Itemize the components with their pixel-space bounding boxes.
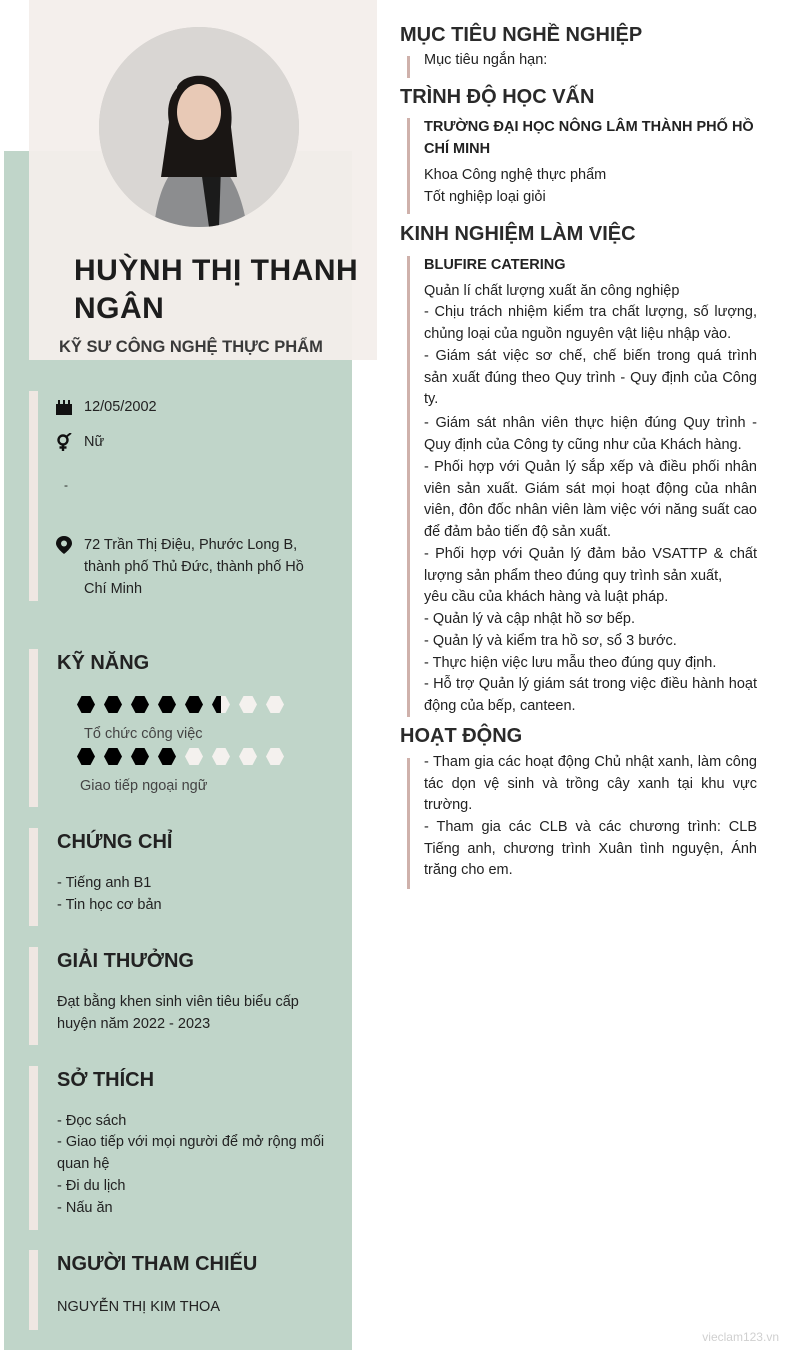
education-title: TRÌNH ĐỘ HỌC VẤN (400, 86, 595, 108)
experience-accent-line (407, 256, 410, 717)
objective-title: MỤC TIÊU NGHỀ NGHIỆP (400, 24, 643, 46)
address-value: 72 Trần Thị Điệu, Phước Long B, thành phố Thủ Đức, thành phố Hồ Chí Minh (84, 537, 304, 597)
school-name: TRƯỜNG ĐẠI HỌC NÔNG LÂM THÀNH PHỐ HỒ CHÍ MINH (424, 119, 754, 157)
activities-accent-line (407, 758, 410, 889)
certificates-accent-bar (29, 828, 38, 926)
duty-item: - Phối hợp với Quản lý đảm bảo VSATTP & chất lượng sản phẩm theo đúng quy trình sản xuất, (424, 546, 757, 584)
contact-accent-bar (29, 391, 38, 601)
gender-value: Nữ (84, 434, 105, 450)
duty-item: - Giám sát việc sơ chế, chế biến trong quá trình sản xuất đúng theo Quy trình - Quy định của Công ty. (424, 348, 757, 408)
phone-value: - (64, 478, 68, 492)
duty-item: - Thực hiện việc lưu mẫu theo đúng quy định. (424, 655, 717, 671)
duty-item: - Hỗ trợ Quản lý giám sát trong việc điều hành hoạt động của bếp, canteen. (424, 676, 757, 714)
graduation-grade: Tốt nghiệp loại giỏi (424, 189, 546, 205)
duty-item: yêu cầu của khách hàng và luật pháp. (424, 589, 669, 605)
objective-accent-line (407, 56, 410, 78)
position: Quản lí chất lượng xuất ăn công nghiệp (424, 283, 680, 299)
certificate-item: - Tiếng anh B1 (57, 875, 152, 891)
activities-title: HOẠT ĐỘNG (400, 725, 523, 747)
awards-title: GIẢI THƯỞNG (57, 950, 194, 972)
job-title: KỸ SƯ CÔNG NGHỆ THỰC PHẨM (59, 338, 323, 356)
certificate-item: - Tin học cơ bản (57, 897, 162, 913)
duty-item: - Quản lý và cập nhật hồ sơ bếp. (424, 611, 636, 627)
skill-label-1: Tổ chức công việc (84, 726, 203, 742)
certificates-title: CHỨNG CHỈ (57, 831, 173, 853)
duty-item: - Chịu trách nhiệm kiểm tra chất lượng, số lượng, chủng loại của nguồn nguyên vật liệu nhập vào. (424, 304, 757, 342)
location-pin-icon (55, 536, 73, 554)
hobby-item: - Nấu ăn (57, 1200, 113, 1216)
activity-item: - Tham gia các CLB và các chương trình: CLB Tiếng anh, chương trình Xuân tình nguyện, Ánh trăng cho em. (424, 819, 757, 879)
skills-title: KỸ NĂNG (57, 652, 150, 674)
experience-title: KINH NGHIỆM LÀM VIỆC (400, 223, 636, 245)
hobbies-title: SỞ THÍCH (57, 1069, 155, 1091)
hobby-item: - Đi du lịch (57, 1178, 126, 1194)
birthday-value: 12/05/2002 (84, 399, 157, 415)
skill-label-2: Giao tiếp ngoại ngữ (80, 778, 208, 794)
skills-accent-bar (29, 649, 38, 807)
duty-item: - Phối hợp với Quản lý sắp xếp và điều phối nhân viên sản xuất. Giám sát mọi hoạt động của nhân viên, đôn đốc nhân viên làm việc với năng suất cao để đảm bảo tiến độ sản xuất. (424, 459, 757, 541)
duty-item: - Quản lý và kiểm tra hồ sơ, sổ 3 bước. (424, 633, 677, 649)
watermark: vieclam123.vn (702, 1330, 779, 1344)
awards-text: Đạt bằng khen sinh viên tiêu biểu cấp huyện năm 2022 - 2023 (57, 994, 299, 1032)
references-title: NGƯỜI THAM CHIẾU (57, 1253, 258, 1275)
education-accent-line (407, 118, 410, 214)
hobby-item: - Đọc sách (57, 1113, 127, 1129)
hobbies-accent-bar (29, 1066, 38, 1230)
awards-accent-bar (29, 947, 38, 1045)
activity-item: - Tham gia các hoạt động Chủ nhật xanh, làm công tác dọn vệ sinh và trồng cây xanh tại khu vực trường. (424, 754, 757, 814)
references-accent-bar (29, 1250, 38, 1330)
reference-name: NGUYỄN THỊ KIM THOA (57, 1299, 221, 1315)
avatar (99, 27, 299, 227)
birthday-cake-icon (55, 398, 73, 416)
objective-text: Mục tiêu ngắn hạn: (424, 52, 548, 68)
company-name: BLUFIRE CATERING (424, 257, 566, 273)
duty-item: - Giám sát nhân viên thực hiện đúng Quy trình - Quy định của Công ty cũng như của Khách hàng. (424, 415, 757, 453)
gender-icon (55, 433, 73, 451)
candidate-name: HUỲNH THỊ THANH NGÂN (74, 254, 359, 325)
faculty: Khoa Công nghệ thực phẩm (424, 167, 607, 183)
hobby-item: - Giao tiếp với mọi người để mở rộng mối quan hệ (57, 1134, 325, 1172)
